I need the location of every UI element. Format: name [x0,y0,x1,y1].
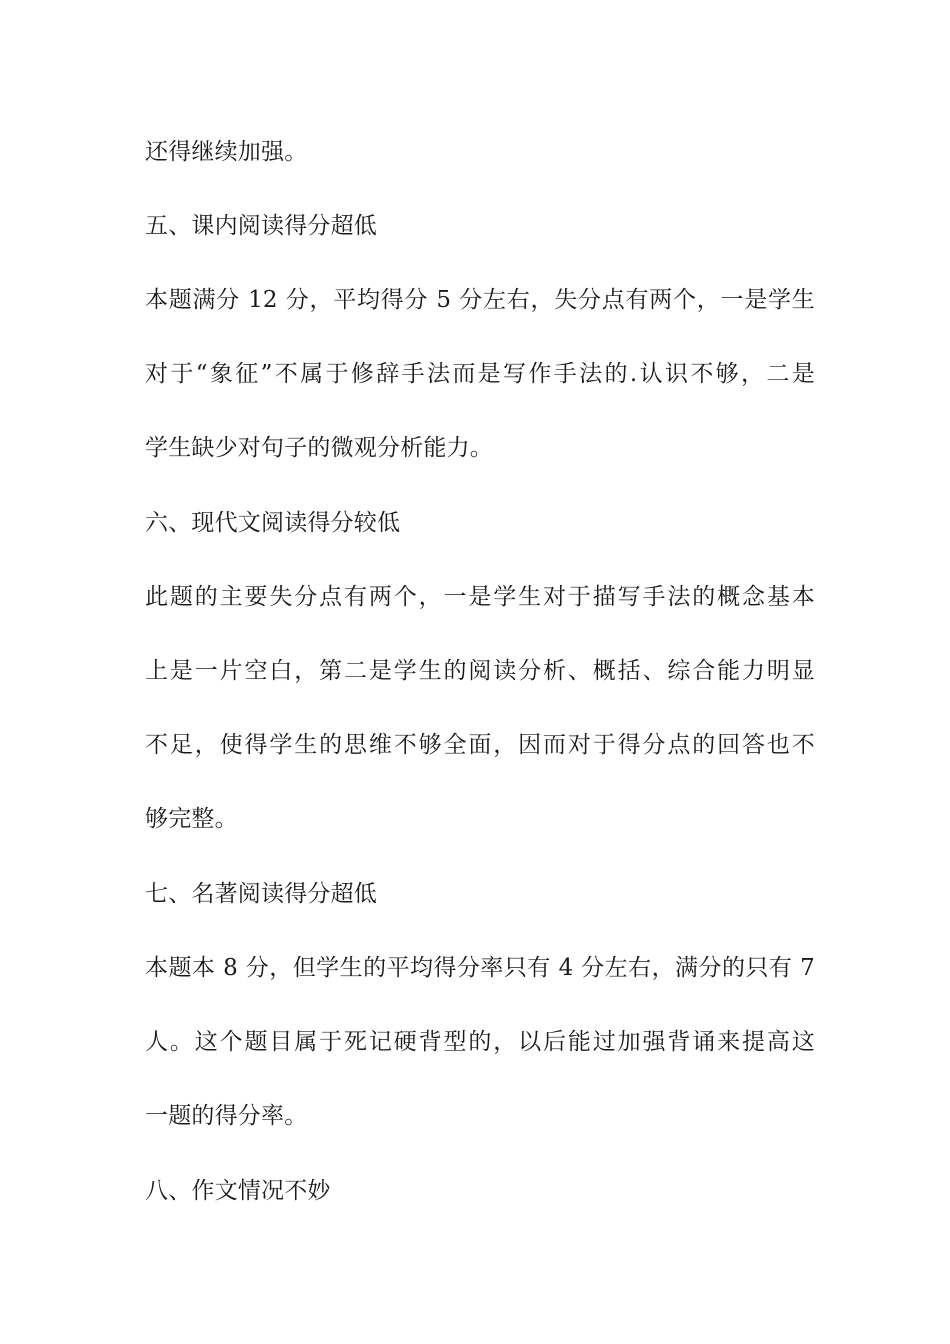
section-heading-5: 五、课内阅读得分超低 [145,213,377,239]
paragraph-continuation: 还得继续加强。 [145,139,308,165]
section-heading-6: 六、现代文阅读得分较低 [145,510,401,536]
paragraph-line: 学生缺少对句子的微观分析能力。 [145,435,493,461]
paragraph-line: 一题的得分率。 [145,1103,308,1129]
paragraph-line: 够完整。 [145,806,238,832]
paragraph-line: 本题本 8 分，但学生的平均得分率只有 4 分左右，满分的只有 7 [145,955,815,981]
paragraph-line: 对于“象征”不属于修辞手法而是写作手法的.认识不够，二是 [145,361,815,387]
section-heading-7: 七、名著阅读得分超低 [145,881,377,907]
paragraph-line: 上是一片空白，第二是学生的阅读分析、概括、综合能力明显 [145,658,815,684]
paragraph-line: 此题的主要失分点有两个，一是学生对于描写手法的概念基本 [145,584,815,610]
section-heading-8: 八、作文情况不妙 [145,1178,331,1204]
paragraph-line: 人。这个题目属于死记硬背型的，以后能过加强背诵来提高这 [145,1029,815,1055]
paragraph-line: 不足，使得学生的思维不够全面，因而对于得分点的回答也不 [145,732,815,758]
paragraph-line: 本题满分 12 分，平均得分 5 分左右，失分点有两个，一是学生 [145,287,815,313]
